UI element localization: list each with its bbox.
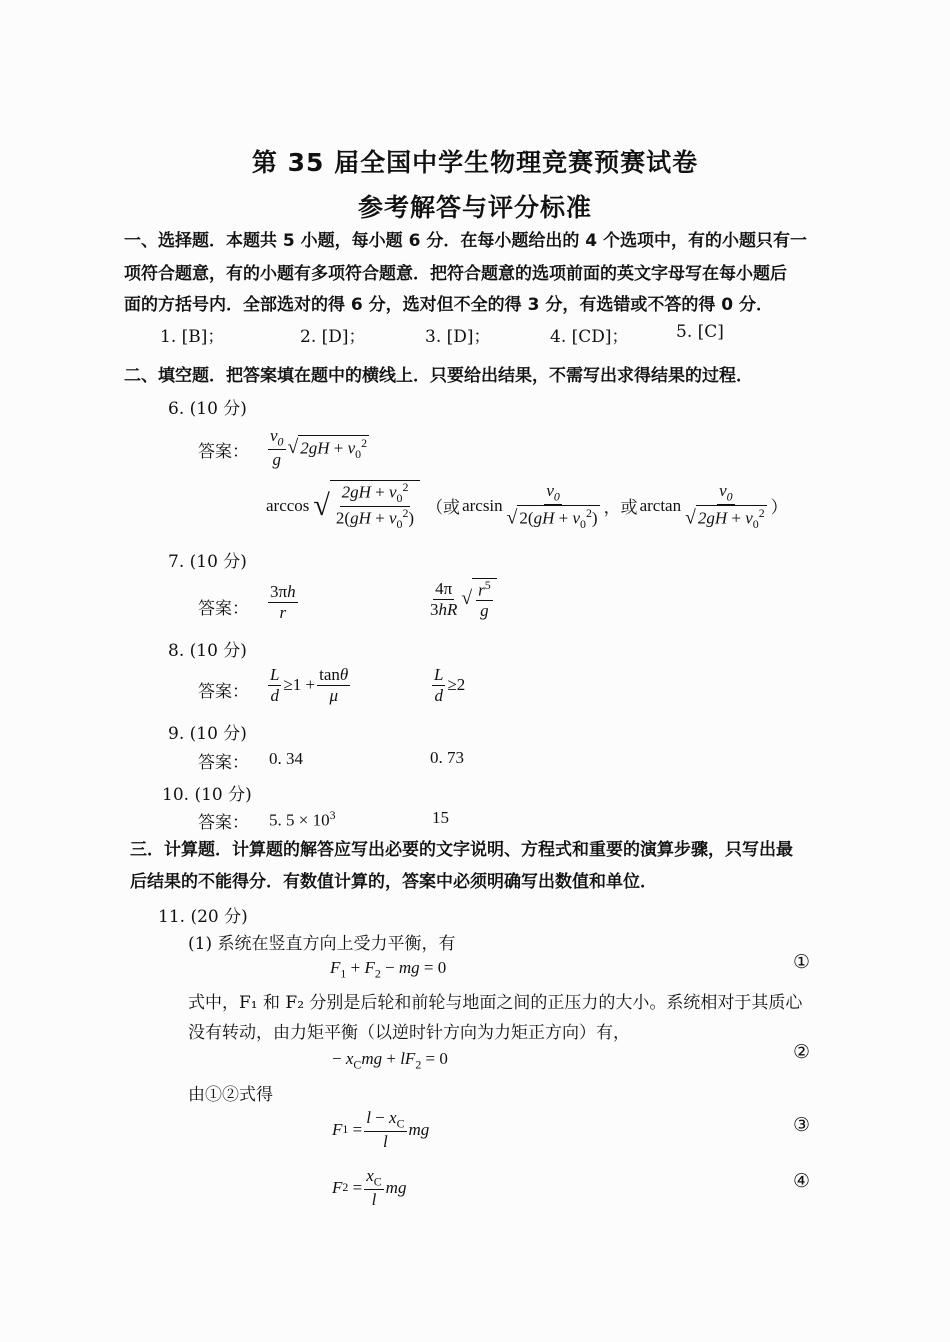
equation-2: − $x_Cmg + lF_2 = 0$ bbox=[332, 1049, 448, 1072]
q6-label: 6. (10 分) bbox=[168, 399, 247, 419]
q9-label: 9. (10 分) bbox=[168, 724, 247, 744]
q7-label: 7. (10 分) bbox=[168, 552, 247, 572]
q7-formula-1: $\frac{3\pi h}{r}$ bbox=[270, 582, 296, 622]
q6-close-text: ） bbox=[770, 498, 788, 518]
q10-answer-1-mantissa: 5. 5 × 10 bbox=[269, 810, 330, 830]
equation-1: $F_1 + F_2$ − mg = 0 bbox=[330, 958, 447, 981]
q6-or2-text: ，或 bbox=[603, 498, 638, 518]
q10-answer-1-exponent: 3 bbox=[329, 808, 336, 822]
q10-label: 10. (10 分) bbox=[162, 785, 252, 805]
part1-heading-line-3: 面的方括号内．全部选对的得 6 分，选对但不全的得 3 分，有选错或不答的得 0 分． bbox=[124, 295, 773, 315]
q11-label: 11. (20 分) bbox=[158, 907, 248, 927]
q9-answer-label: 答案： bbox=[198, 753, 249, 773]
q7-formula-2: $\frac{4\pi}{3hR}$ √ $\frac{r^5}{g}$ bbox=[426, 578, 497, 621]
q8-formula-1: $\frac{L}{d}$ ≥1 + $\frac{\tan\theta}{\mu}$ bbox=[270, 665, 349, 705]
q6-formula-1: $\frac{v_0}{g}$ √ $2gH + v_0^2$ bbox=[270, 426, 368, 470]
equation-number-2: ② bbox=[793, 1041, 811, 1063]
answer-2: 2. [D]； bbox=[300, 327, 366, 347]
q10-answer-1 bbox=[269, 808, 336, 831]
answer-1: 1. [B]； bbox=[160, 327, 225, 347]
q8-formula-2: $\frac{L}{d}$ ≥2 bbox=[434, 665, 466, 705]
part3-heading-line-2: 后结果的不能得分．有数值计算的，答案中必须明确写出数值和单位． bbox=[130, 872, 657, 892]
equation-3: F 1 = $\frac{l - x_C}{l}$ mg bbox=[332, 1108, 430, 1152]
q11-para-1: (1) 系统在竖直方向上受力平衡，有 bbox=[188, 934, 456, 954]
equation-number-1: ① bbox=[793, 951, 811, 973]
q6-answer-label: 答案： bbox=[198, 442, 249, 462]
part2-heading: 二、填空题．把答案填在题中的横线上．只要给出结果，不需写出求得结果的过程． bbox=[124, 366, 753, 386]
answer-5: 5. [C] bbox=[676, 322, 724, 342]
part3-heading-line-1: 三．计算题．计算题的解答应写出必要的文字说明、方程式和重要的演算步骤，只写出最 bbox=[130, 840, 793, 860]
part1-heading-line-1: 一、选择题．本题共 5 小题，每小题 6 分．在每小题给出的 4 个选项中，有的小题只有一 bbox=[124, 231, 807, 251]
q10-answer-label: 答案： bbox=[198, 813, 249, 833]
q9-answer-1: 0. 34 bbox=[269, 749, 303, 768]
q10-answer-2: 15 bbox=[432, 808, 449, 827]
equation-4: F 2 = $\frac{x_C}{l}$ mg bbox=[332, 1166, 407, 1210]
equation-number-3: ③ bbox=[793, 1114, 811, 1136]
q11-para-3: 由①②式得 bbox=[188, 1085, 273, 1105]
q6-formula-2: arccos √ $\frac{2gH + v_0^2}{2(gH + v_0^2)}$ （或 arcsin $\frac{v_0}{√ 2(gH + v_0^2)}$ ，或 arctan $\frac{v_0}{√ 2gH + v_0^2}$ ） bbox=[266, 480, 788, 531]
q8-label: 8. (10 分) bbox=[168, 641, 247, 661]
q11-para-2-line-1: 式中，F₁ 和 F₂ 分别是后轮和前轮与地面之间的正压力的大小。系统相对于其质心 bbox=[188, 993, 803, 1013]
answer-3: 3. [D]； bbox=[425, 327, 491, 347]
q9-answer-2: 0. 73 bbox=[430, 748, 464, 767]
answer-4: 4. [CD]； bbox=[550, 327, 629, 347]
page-title: 第 35 届全国中学生物理竞赛预赛试卷 bbox=[251, 148, 699, 177]
q11-para-2-line-2: 没有转动，由力矩平衡（以逆时针方向为力矩正方向）有， bbox=[188, 1023, 630, 1043]
equation-number-4: ④ bbox=[793, 1170, 811, 1192]
q6-or-text: （或 bbox=[426, 498, 461, 518]
q8-answer-label: 答案： bbox=[198, 682, 249, 702]
q7-answer-label: 答案： bbox=[198, 599, 249, 619]
page-subtitle: 参考解答与评分标准 bbox=[357, 193, 592, 222]
part1-heading-line-2: 项符合题意，有的小题有多项符合题意．把符合题意的选项前面的英文字母写在每小题后 bbox=[124, 264, 787, 284]
